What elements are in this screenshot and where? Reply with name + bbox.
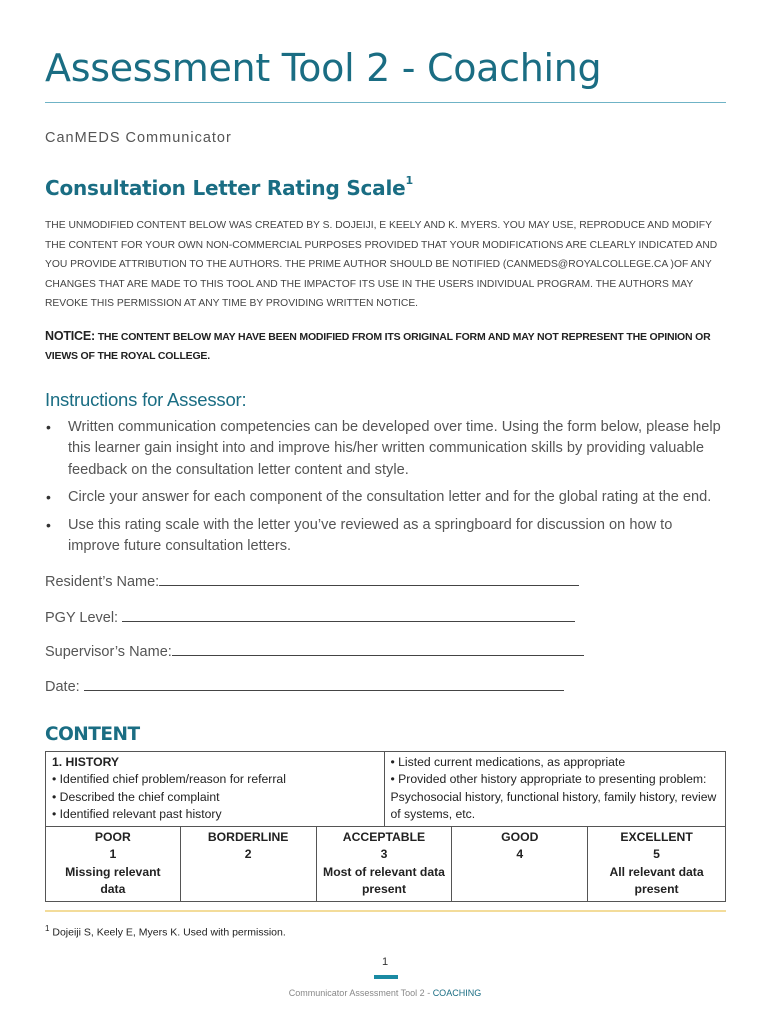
page-subtitle: CanMEDS Communicator [45,130,232,146]
page [45,0,726,938]
resident-name-label: Resident’s Name: [45,573,160,590]
scale-heading-text: Consultation Letter Rating Scale [45,176,406,200]
list-item [46,487,726,509]
page-number: 1 [381,956,389,968]
table-row [46,751,726,826]
instruction-text: Written communication competencies can be developed over time. Using the form below, please help this learner gain insight into and improve his/her written communication skills by providing valuable feedback on the consultation letter content and style. [68,418,721,478]
history-criteria-right [384,751,726,826]
rating-number: 5 [653,847,660,861]
title-divider [45,102,726,103]
permission-statement: THE UNMODIFIED CONTENT BELOW WAS CREATED BY S. DOJEIJI, E KEELY AND K. MYERS. YOU MAY USE, REPRODUCE AND MODIFY THE CONTENT FOR YOUR OWN NON-COMMERCIAL PURPOSES PROVIDED THAT YOUR MODIFICATIONS ARE CLEARLY INDICATED AND YOU PROVIDE ATTRIBUTION TO THE AUTHORS. THE PRIME AUTHOR SHOULD BE NOTIFIED (CANMEDS@ROYALCOLLEGE.CA )OF ANY CHANGES THAT ARE MADE TO THIS TOOL AND THE IMPACTOF ITS USE IN THE USERS INDIVIDUAL PROGRAM. THE AUTHORS MAY REVOKE THIS PERMISSION AT ANY TIME BY PROVIDING WRITTEN NOTICE. [45,220,718,309]
criteria-item: • Provided other history appropriate to presenting problem: Psychosocial history, functional history, family history, review of systems, etc. [390,772,717,821]
history-title: 1. HISTORY [52,754,120,769]
instruction-text: Use this rating scale with the letter you’ve reviewed as a springboard for discussion on how to improve future consultation letters. [68,516,673,554]
bullet-icon: • [46,489,51,505]
rating-description: Most of relevant data present [323,864,445,896]
notice-text: THE CONTENT BELOW MAY HAVE BEEN MODIFIED FROM ITS ORIGINAL FORM AND MAY NOT REPRESENT THE OPINION OR VIEWS OF THE ROYAL COLLEGE. [45,330,711,362]
rating-description: All relevant data present [609,864,704,896]
rating-label: ACCEPTABLE [342,829,426,844]
pgy-level-label: PGY Level: [45,609,123,626]
criteria-item: • Described the chief complaint [52,789,220,804]
notice-statement [45,327,726,367]
list-item [46,515,726,558]
footer-text: Communicator Assessment Tool 2 - [288,988,433,998]
rating-label: EXCELLENT [620,829,693,844]
history-rating-table [45,751,726,902]
rating-option-acceptable[interactable] [316,826,452,901]
instructions-list [45,417,726,558]
rating-number: 3 [380,847,388,861]
page-number-bar [374,975,398,979]
bullet-icon: • [46,516,51,533]
resident-name-line[interactable] [159,571,579,586]
list-item [46,417,726,482]
pgy-level-field[interactable] [45,607,726,628]
rating-option-good[interactable] [452,826,588,901]
rating-description: Missing relevant data [65,864,161,896]
resident-name-field[interactable] [45,571,726,592]
rating-label: POOR [94,829,131,844]
page-title: Assessment Tool 2 - Coaching [45,46,602,90]
footer-accent: COACHING [432,988,482,998]
criteria-item: • Listed current medications, as appropriate [390,754,626,769]
bullet-icon: • [46,418,51,435]
supervisor-name-line[interactable] [172,641,584,656]
rating-label: GOOD [501,829,539,844]
instructions-heading: Instructions for Assessor: [45,388,247,410]
table-row [46,826,726,901]
rating-number: 1 [109,847,117,861]
rating-option-borderline[interactable] [180,826,316,901]
criteria-item: • Identified chief problem/reason for referral [52,772,286,786]
pgy-level-line[interactable] [122,607,575,622]
history-criteria-left [46,751,385,826]
criteria-item: • Identified relevant past history [52,807,222,821]
notice-label: NOTICE: [45,328,95,343]
rating-option-poor[interactable] [46,826,181,901]
footnote-number: 1 [45,923,50,933]
date-label: Date: [45,678,84,695]
supervisor-name-label: Supervisor’s Name: [45,643,172,660]
footnote [45,924,726,939]
supervisor-name-field[interactable] [45,641,726,662]
footnote-mark: 1 [405,174,413,187]
content-heading: CONTENT [45,723,140,745]
footnote-text: Dojeiji S, Keely E, Myers K. Used with permission. [49,926,286,938]
page-footer [0,988,770,998]
rating-label: BORDERLINE [207,829,289,844]
section-divider [45,910,726,912]
rating-number: 2 [244,847,252,861]
instruction-text: Circle your answer for each component of the consultation letter and for the global rating at the end. [68,489,712,505]
rating-option-excellent[interactable] [588,826,726,901]
date-field[interactable] [45,676,726,697]
scale-heading [45,176,726,200]
date-line[interactable] [84,676,564,691]
rating-number: 4 [516,847,524,861]
